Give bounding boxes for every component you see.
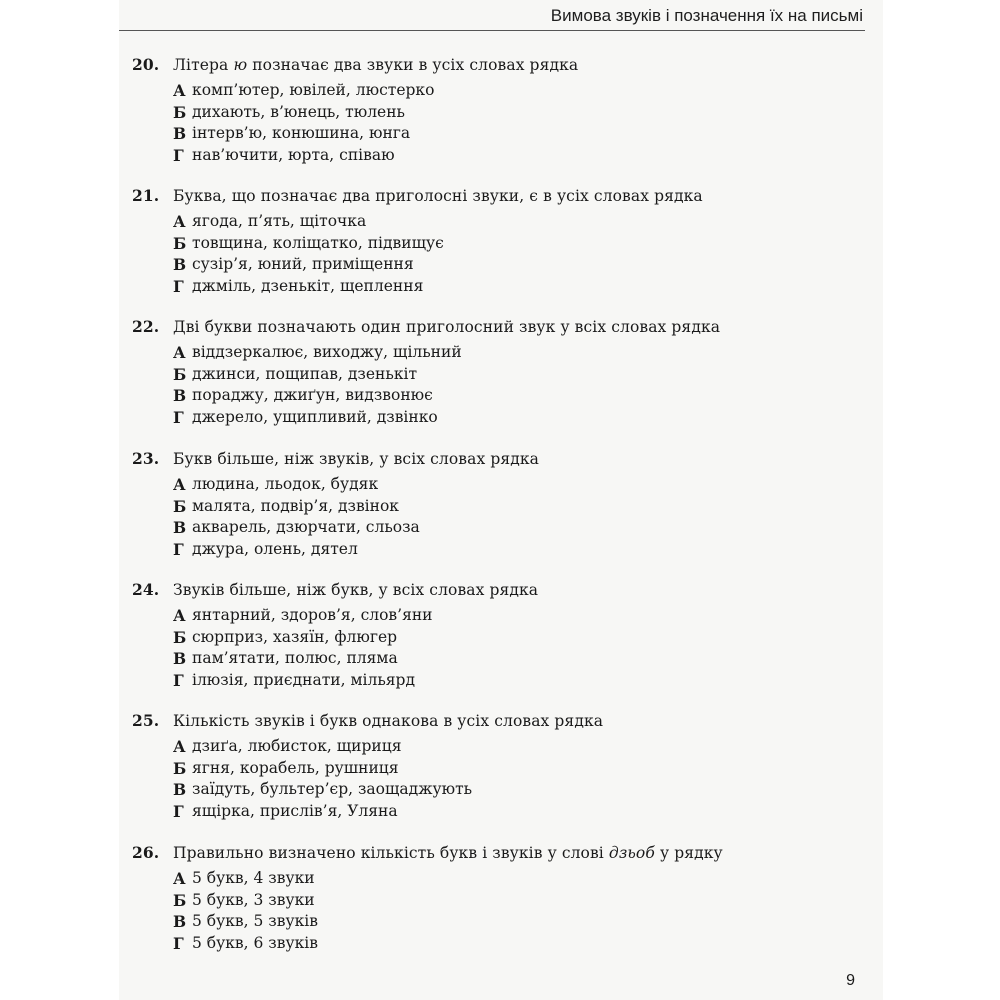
page xyxy=(119,0,883,1000)
option-a[interactable] xyxy=(173,211,872,233)
question-stem xyxy=(132,54,872,76)
option-text: людина, льодок, будяк xyxy=(192,475,379,493)
question-text-part: Кількість звуків і букв однакова в усіх словах рядка xyxy=(173,712,604,730)
option-text: товщина, коліщатко, підвищує xyxy=(192,233,444,252)
option-text: джинси, пощипав, дзенькіт xyxy=(192,364,418,383)
options-list xyxy=(132,474,872,560)
question-text-part: позначає два звуки в усіх словах рядка xyxy=(247,56,579,74)
option-letter: Г xyxy=(173,276,184,296)
option-letter: Б xyxy=(173,627,187,647)
question-text-part: Буква, що позначає два приголосні звуки, є в усіх словах рядка xyxy=(173,187,703,205)
question-number: 24. xyxy=(132,580,160,599)
question-text xyxy=(173,185,703,207)
options-list xyxy=(132,80,872,166)
question-text-part: Літера xyxy=(173,56,234,74)
question-text xyxy=(173,448,539,470)
question-21 xyxy=(132,185,872,297)
option-letter: Б xyxy=(173,364,187,384)
option-text: ящірка, прислів’я, Уляна xyxy=(192,801,398,820)
option-text: дзиґа, любисток, щириця xyxy=(192,737,402,755)
option-text: джміль, дзенькіт, щеплення xyxy=(192,276,424,295)
question-20 xyxy=(132,54,872,166)
option-h[interactable] xyxy=(173,407,872,429)
option-b[interactable] xyxy=(173,890,872,912)
option-letter: Г xyxy=(173,407,184,427)
option-letter: Г xyxy=(173,145,184,165)
options-list xyxy=(132,868,872,954)
option-v[interactable] xyxy=(173,123,872,145)
option-letter: А xyxy=(173,212,186,231)
option-letter: Б xyxy=(173,496,187,516)
question-number: 22. xyxy=(132,317,160,336)
option-v[interactable] xyxy=(173,779,872,801)
option-text: 5 букв, 3 звуки xyxy=(192,890,315,909)
question-number: 25. xyxy=(132,711,160,730)
option-h[interactable] xyxy=(173,145,872,167)
option-letter: В xyxy=(173,912,187,931)
question-text-part: Букв більше, ніж звуків, у всіх словах рядка xyxy=(173,450,540,468)
option-text: інтерв’ю, конюшина, юнга xyxy=(192,124,411,142)
question-26 xyxy=(132,842,872,954)
option-a[interactable] xyxy=(173,605,872,627)
option-b[interactable] xyxy=(173,496,872,518)
option-letter: А xyxy=(173,737,186,756)
option-letter: Б xyxy=(173,890,187,910)
running-header: Вимова звуків і позначення їх на письмі xyxy=(550,6,863,25)
option-text: пораджу, джиґун, видзвонює xyxy=(192,386,433,404)
question-number: 26. xyxy=(132,843,160,862)
option-letter: А xyxy=(173,475,186,494)
options-list xyxy=(132,211,872,297)
option-text: ягня, корабель, рушниця xyxy=(192,758,399,777)
option-h[interactable] xyxy=(173,670,872,692)
question-stem xyxy=(132,316,872,338)
option-text: дихають, в’юнець, тюлень xyxy=(192,102,405,121)
option-letter: В xyxy=(173,124,187,143)
question-text-italic: дзьоб xyxy=(608,844,655,862)
option-text: малята, подвір’я, дзвінок xyxy=(192,496,399,515)
option-letter: А xyxy=(173,869,186,888)
option-letter: Г xyxy=(173,801,184,821)
option-text: віддзеркалює, виходжу, щільний xyxy=(192,343,462,361)
option-a[interactable] xyxy=(173,474,872,496)
option-a[interactable] xyxy=(173,342,872,364)
option-text: джура, олень, дятел xyxy=(192,539,358,558)
question-text-part: у рядку xyxy=(654,844,723,862)
option-letter: Б xyxy=(173,233,187,253)
option-h[interactable] xyxy=(173,933,872,955)
option-b[interactable] xyxy=(173,102,872,124)
question-stem xyxy=(132,448,872,470)
question-number: 20. xyxy=(132,55,160,74)
question-25 xyxy=(132,710,872,822)
option-letter: В xyxy=(173,255,187,274)
option-text: 5 букв, 4 звуки xyxy=(192,869,315,887)
option-letter: В xyxy=(173,518,187,537)
option-v[interactable] xyxy=(173,648,872,670)
question-stem xyxy=(132,579,872,601)
option-letter: А xyxy=(173,343,186,362)
option-text: ягода, п’ять, щіточка xyxy=(192,212,367,230)
option-text: сюрприз, хазяїн, флюгер xyxy=(192,627,398,646)
question-number: 23. xyxy=(132,449,160,468)
question-text xyxy=(173,842,723,864)
option-h[interactable] xyxy=(173,539,872,561)
option-letter: А xyxy=(173,606,186,625)
option-b[interactable] xyxy=(173,758,872,780)
option-letter: Б xyxy=(173,102,187,122)
option-b[interactable] xyxy=(173,233,872,255)
option-text: 5 букв, 5 звуків xyxy=(192,912,318,930)
option-v[interactable] xyxy=(173,911,872,933)
option-letter: Г xyxy=(173,670,184,690)
option-letter: В xyxy=(173,649,187,668)
options-list xyxy=(132,342,872,428)
option-text: ілюзія, приєднати, мільярд xyxy=(192,670,416,689)
question-text-part: Дві букви позначають один приголосний звук у всіх словах рядка xyxy=(173,318,721,336)
question-text xyxy=(173,316,720,338)
page-number: 9 xyxy=(846,972,855,989)
option-letter: В xyxy=(173,780,187,799)
option-text: акварель, дзюрчати, сльоза xyxy=(192,518,420,536)
option-b[interactable] xyxy=(173,364,872,386)
question-24 xyxy=(132,579,872,691)
option-v[interactable] xyxy=(173,254,872,276)
option-b[interactable] xyxy=(173,627,872,649)
option-v[interactable] xyxy=(173,517,872,539)
option-letter: Г xyxy=(173,933,184,953)
question-22 xyxy=(132,316,872,428)
option-h[interactable] xyxy=(173,801,872,823)
option-letter: В xyxy=(173,386,187,405)
option-text: сузір’я, юний, приміщення xyxy=(192,255,414,273)
option-letter: Б xyxy=(173,758,187,778)
question-text-part: Звуків більше, ніж букв, у всіх словах рядка xyxy=(173,581,539,599)
question-stem xyxy=(132,185,872,207)
option-a[interactable] xyxy=(173,868,872,890)
option-a[interactable] xyxy=(173,80,872,102)
question-stem xyxy=(132,842,872,864)
option-text: 5 букв, 6 звуків xyxy=(192,933,318,952)
header-rule xyxy=(119,30,865,31)
option-text: комп’ютер, ювілей, люстерко xyxy=(192,81,435,99)
option-text: янтарний, здоров’я, слов’яни xyxy=(192,606,433,624)
option-text: нав’ючити, юрта, співаю xyxy=(192,145,395,164)
option-text: заїдуть, бультер’єр, заощаджують xyxy=(192,780,473,798)
option-h[interactable] xyxy=(173,276,872,298)
option-text: джерело, ущипливий, дзвінко xyxy=(192,407,438,426)
options-list xyxy=(132,605,872,691)
question-stem xyxy=(132,710,872,732)
option-v[interactable] xyxy=(173,385,872,407)
option-letter: Г xyxy=(173,539,184,559)
question-text xyxy=(173,710,603,732)
question-text xyxy=(173,54,578,76)
question-text-italic: ю xyxy=(233,56,248,74)
option-text: пам’ятати, полюс, пляма xyxy=(192,649,398,667)
option-a[interactable] xyxy=(173,736,872,758)
option-letter: А xyxy=(173,81,186,100)
question-number: 21. xyxy=(132,186,160,205)
question-23 xyxy=(132,448,872,560)
options-list xyxy=(132,736,872,822)
question-text xyxy=(173,579,538,601)
question-text-part: Правильно визначено кількість букв і звуків у слові xyxy=(173,844,609,862)
